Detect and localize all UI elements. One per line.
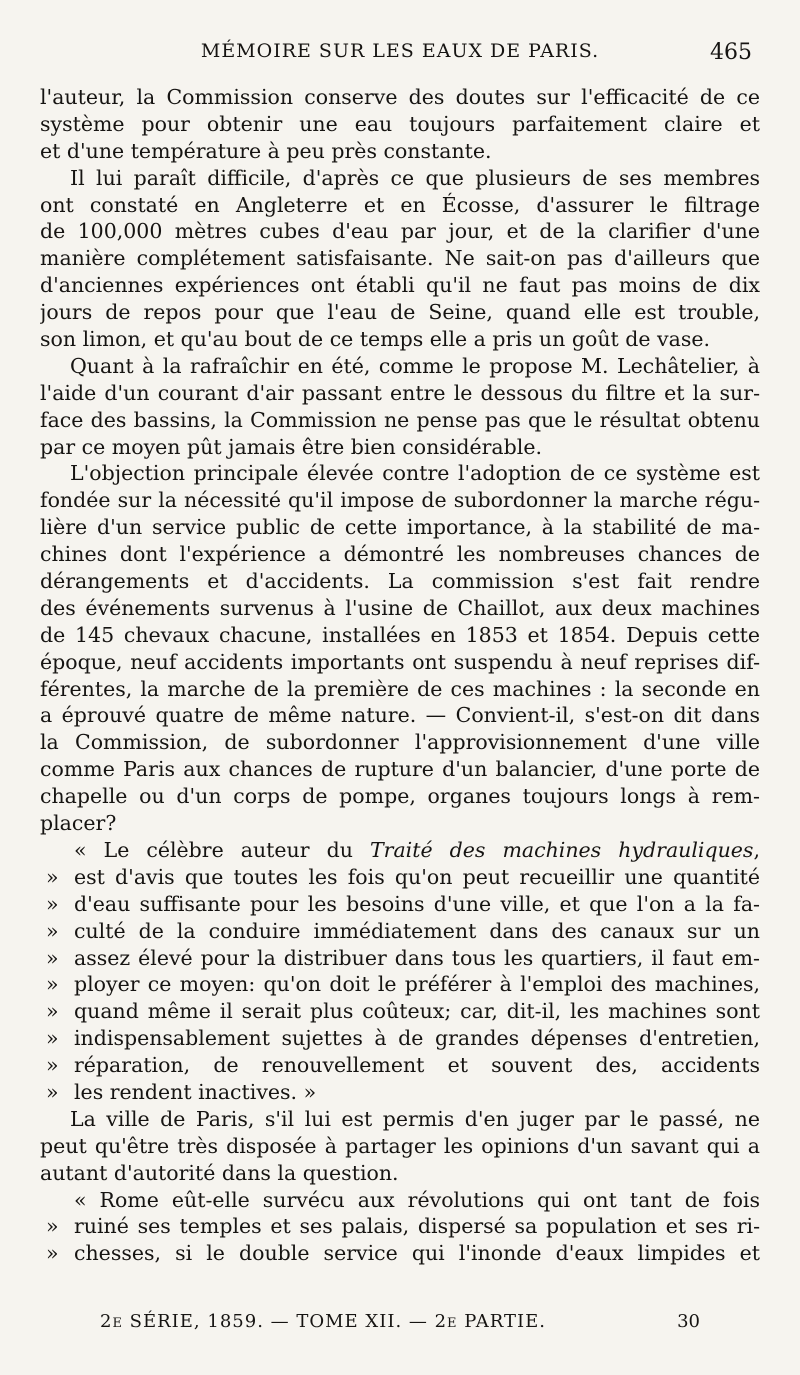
text-line — [40, 380, 760, 407]
quote-line — [40, 891, 760, 918]
text-line-text: jours de repos pour que l'eau de Seine, quand elle est trouble, — [40, 300, 760, 325]
text-line-text: La ville de Paris, s'il lui est permis d'en juger par le passé, ne — [70, 1106, 760, 1131]
text-line — [40, 1160, 760, 1187]
text-line — [40, 756, 760, 783]
guillemet-mark: » — [46, 999, 59, 1024]
text-line — [40, 568, 760, 595]
quote-rome-opening — [40, 1187, 760, 1214]
quote-line — [40, 1213, 760, 1240]
text-line — [40, 353, 760, 380]
text-line — [40, 514, 760, 541]
quote-line-text: ruiné ses temples et ses palais, dispersé sa population et ses ri- — [74, 1214, 760, 1239]
guillemet-mark: » — [46, 1079, 59, 1104]
quote-line — [40, 1079, 760, 1106]
quote-line-text: quand même il serait plus coûteux; car, dit-il, les machines sont — [74, 999, 760, 1024]
quote-line-text: culté de la conduire immédiatement dans des canaux sur un — [74, 918, 760, 943]
text-line-text: des événements survenus à l'usine de Chaillot, aux deux machines — [40, 595, 760, 620]
guillemet-mark: » — [46, 864, 59, 889]
text-line-text: férentes, la marche de la première de ces machines : la seconde en — [40, 676, 760, 701]
text-line — [40, 622, 760, 649]
text-line — [40, 218, 760, 245]
footer — [100, 1311, 700, 1332]
quote-line-text: chesses, si le double service qui l'inonde d'eaux limpides et — [74, 1241, 760, 1266]
text-line-text: de 145 chevaux chacune, installées en 1853 et 1854. Depuis cette — [40, 622, 760, 647]
text-line-text: son limon, et qu'au bout de ce temps elle a pris un goût de vase. — [40, 327, 711, 352]
main-paragraphs — [40, 84, 760, 837]
quote-rome-open-text: « Rome eût-elle survécu aux révolutions qui ont tant de fois — [74, 1187, 760, 1212]
page-number: 465 — [710, 40, 752, 65]
text-line-text: peut qu'être très disposée à partager les opinions d'un savant qui a — [40, 1133, 760, 1158]
text-line-text: fondée sur la nécessité qu'il impose de subordonner la marche régu- — [40, 488, 760, 513]
text-line-text: et d'une température à peu près constante. — [40, 138, 492, 163]
quote-line — [40, 998, 760, 1025]
running-head — [40, 38, 760, 84]
text-line-text: chapelle ou d'un corps de pompe, organes toujours longs à rem- — [40, 784, 760, 809]
text-line-text: l'auteur, la Commission conserve des doutes sur l'efficacité de ce — [40, 85, 760, 109]
text-line-text: ont constaté en Angleterre et en Écosse, d'assurer le filtrage — [40, 192, 760, 217]
text-line — [40, 138, 760, 165]
text-line — [40, 299, 760, 326]
quote-line-text: d'eau suffisante pour les besoins d'une ville, et que l'on a la fa- — [74, 891, 760, 916]
quote-line-text: ployer ce moyen: qu'on doit le préférer à l'emploi des machines, — [74, 972, 760, 997]
text-line-text: Quant à la rafraîchir en été, comme le propose M. Lechâtelier, à — [70, 353, 760, 378]
quote-rome — [40, 1213, 760, 1267]
text-line — [40, 487, 760, 514]
quote-line — [40, 918, 760, 945]
quote-line — [40, 1052, 760, 1079]
text-line-text: la Commission, de subordonner l'approvisionnement d'une ville — [40, 730, 760, 755]
footer-imprint: 2e SÉRIE, 1859. — TOME XII. — 2e PARTIE. — [100, 1311, 546, 1332]
text-line-text: placer? — [40, 811, 117, 836]
text-line — [40, 1133, 760, 1160]
text-line — [40, 1106, 760, 1133]
text-line — [40, 407, 760, 434]
text-line-text: comme Paris aux chances de rupture d'un balancier, d'une porte de — [40, 757, 760, 782]
quote-line-text: les rendent inactives. » — [74, 1079, 317, 1104]
text-line — [40, 702, 760, 729]
quote-line — [40, 864, 760, 891]
quote-opening-line — [40, 837, 760, 864]
text-line-text: d'anciennes expériences ont établi qu'il ne faut pas moins de dix — [40, 273, 760, 298]
text-line — [40, 245, 760, 272]
quote-line-text: est d'avis que toutes les fois qu'on peut recueillir une quantité — [74, 864, 760, 889]
quote-line — [40, 971, 760, 998]
guillemet-mark: » — [46, 918, 59, 943]
quote-open-text: « Le célèbre auteur du — [74, 837, 370, 862]
paragraph-paris — [40, 1106, 760, 1187]
text-line — [40, 595, 760, 622]
guillemet-mark: » — [46, 891, 59, 916]
quote-line — [40, 1240, 760, 1267]
text-line-text: chines dont l'expérience a démontré les nombreuses chances de — [40, 542, 760, 567]
book-title: Traité des machines hydrauliques — [369, 837, 754, 862]
text-line — [40, 111, 760, 138]
text-line — [40, 192, 760, 219]
text-line-text: l'aide d'un courant d'air passant entre le dessous du filtre et la sur- — [40, 380, 760, 405]
text-line-text: face des bassins, la Commission ne pense pas que le résultat obtenu — [40, 407, 760, 432]
quote-borgnis — [40, 864, 760, 1106]
guillemet-mark: » — [46, 945, 59, 970]
quote-line-text: réparation, de renouvellement et souvent des, accidents — [74, 1053, 760, 1078]
text-line-text: L'objection principale élevée contre l'adoption de ce système est — [70, 461, 760, 486]
text-line-text: manière complétement satisfaisante. Ne sait-on pas d'ailleurs que — [40, 246, 760, 271]
text-line-text: a éprouvé quatre de même nature. — Convient-il, s'est-on dit dans — [40, 703, 760, 728]
text-line — [40, 434, 760, 461]
text-line-text: lière d'un service public de cette importance, à la stabilité de ma- — [40, 515, 760, 540]
text-line — [40, 84, 760, 111]
guillemet-mark: » — [46, 1026, 59, 1051]
text-line — [40, 810, 760, 837]
text-line — [40, 729, 760, 756]
text-line — [40, 272, 760, 299]
quote-after-title: , — [753, 837, 760, 862]
body-text — [40, 84, 760, 1267]
text-line-text: par ce moyen pût jamais être bien considérable. — [40, 434, 542, 459]
text-line — [40, 460, 760, 487]
guillemet-mark: » — [46, 1214, 59, 1239]
text-line — [40, 541, 760, 568]
text-line — [40, 783, 760, 810]
text-line — [40, 165, 760, 192]
text-line-text: autant d'autorité dans la question. — [40, 1160, 399, 1185]
signature-mark: 30 — [677, 1311, 700, 1332]
text-line — [40, 676, 760, 703]
running-head-title: MÉMOIRE SUR LES EAUX DE PARIS. — [200, 40, 600, 62]
text-line-text: système pour obtenir une eau toujours parfaitement claire et — [40, 111, 760, 136]
text-line-text: Il lui paraît difficile, d'après ce que plusieurs de ses membres — [70, 165, 760, 190]
guillemet-mark: » — [46, 1241, 59, 1266]
guillemet-mark: » — [46, 972, 59, 997]
quote-line — [40, 1025, 760, 1052]
text-line — [40, 326, 760, 353]
text-line — [40, 649, 760, 676]
quote-line-text: assez élevé pour la distribuer dans tous les quartiers, il faut em- — [74, 945, 760, 970]
guillemet-mark: » — [46, 1053, 59, 1078]
quote-line — [40, 945, 760, 972]
quote-line-text: indispensablement sujettes à de grandes dépenses d'entretien, — [74, 1026, 760, 1051]
text-line-text: dérangements et d'accidents. La commission s'est fait rendre — [40, 569, 760, 594]
text-line-text: époque, neuf accidents importants ont suspendu à neuf reprises dif- — [40, 649, 760, 674]
text-line-text: de 100,000 mètres cubes d'eau par jour, et de la clarifier d'une — [40, 219, 760, 244]
